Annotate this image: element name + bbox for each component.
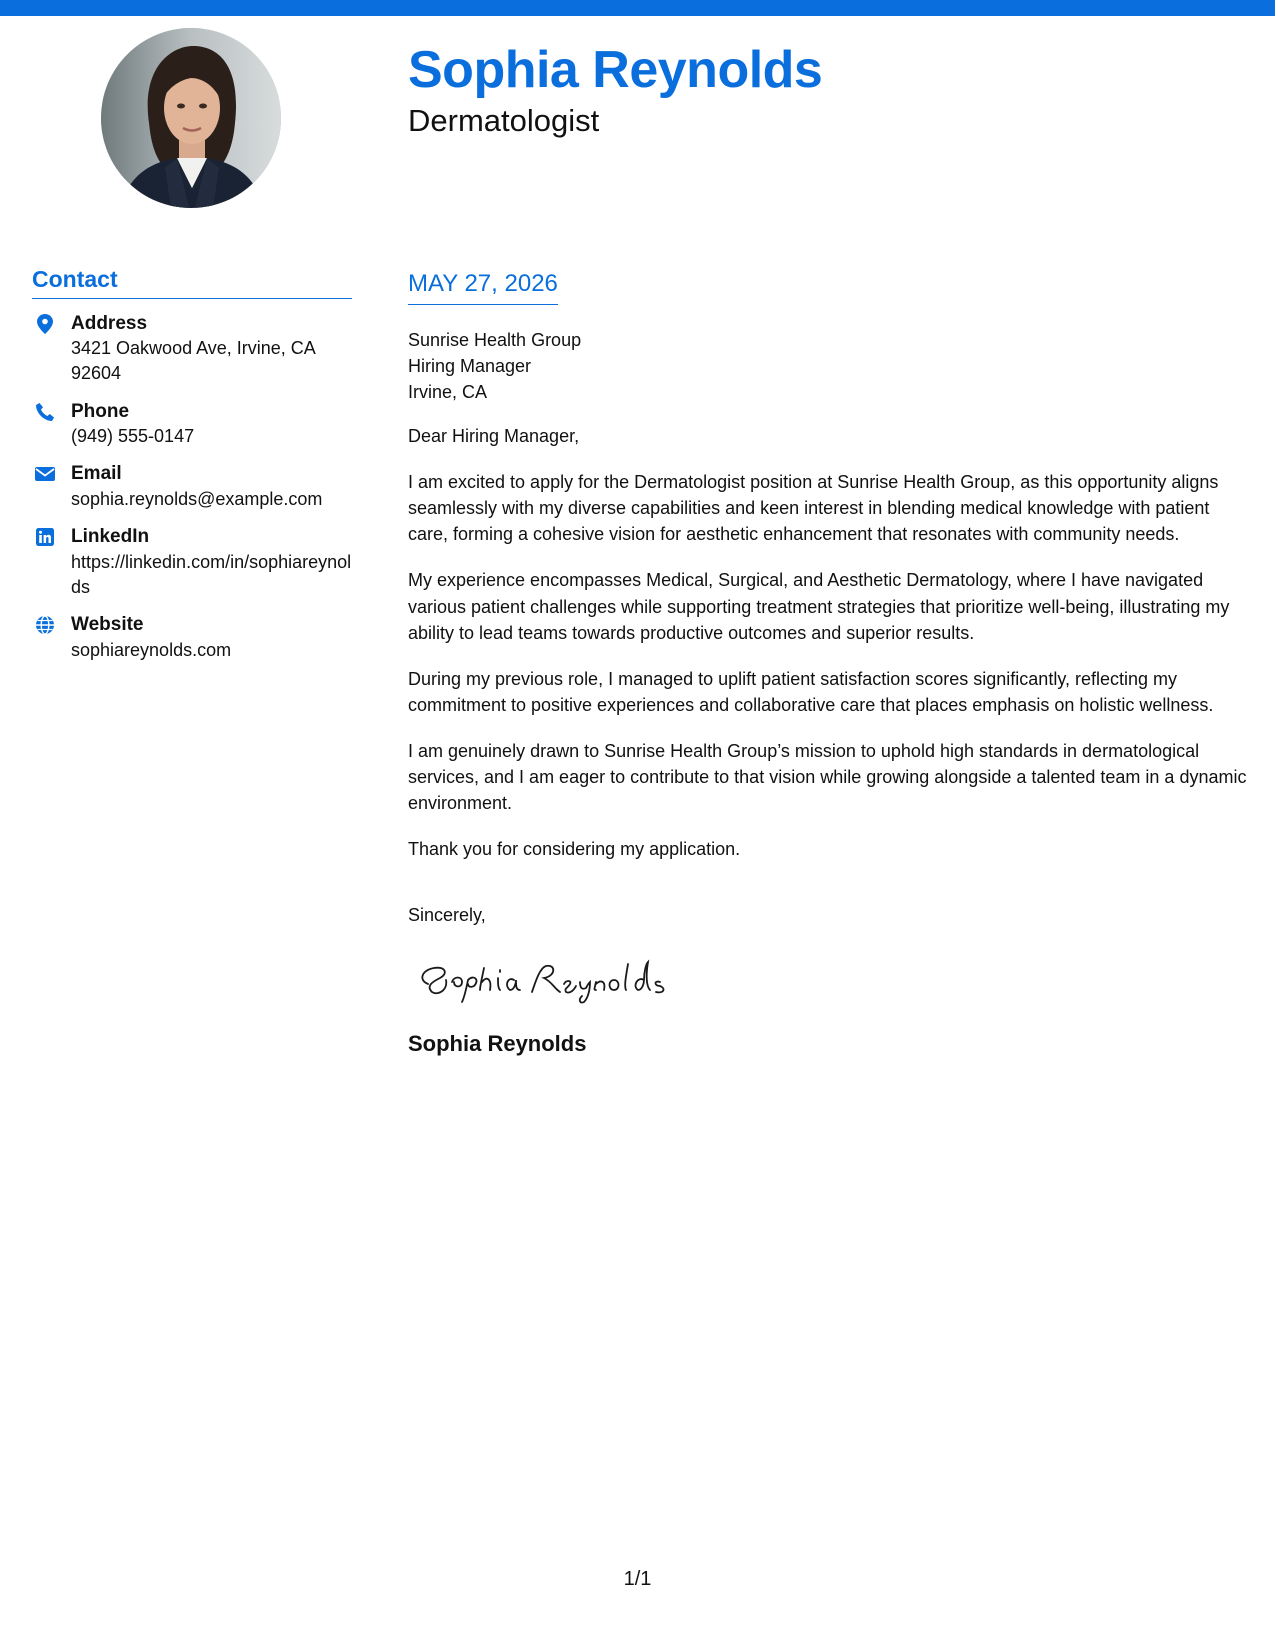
applicant-title: Dermatologist (408, 103, 600, 138)
contact-item-address (32, 311, 352, 387)
letter-paragraph: My experience encompasses Medical, Surgical, and Aesthetic Dermatology, where I have navigated various patient challenges while supporting treatment strategies that prioritize well-being, illustrating my ability to lead teams towards productive outcomes and superior results. (408, 570, 1230, 643)
page-number: 1/1 (623, 1568, 652, 1590)
letter-paragraph: During my previous role, I managed to uplift patient satisfaction scores significantly, reflecting my commitment to positive experiences and collaborative care that places emphasis on holistic wellness. (408, 668, 1214, 715)
contact-item-email (32, 461, 352, 512)
email-icon (34, 463, 56, 485)
contact-item-phone (32, 399, 352, 450)
letter-paragraph: I am excited to apply for the Dermatologist position at Sunrise Health Group, as this opportunity aligns seamlessly with my diverse capabilities and keen interest in blending medical knowledge with patient care, forming a cohesive vision for aesthetic enhancement that resonates with community needs. (408, 472, 1219, 545)
location-pin-icon (34, 313, 56, 335)
contact-label: Phone (71, 400, 130, 422)
letter-paragraph: I am genuinely drawn to Sunrise Health Group’s mission to uphold high standards in dermatological services, and I am eager to contribute to that vision while growing alongside a talented team in a dynamic environment. (408, 740, 1247, 814)
contact-label: Email (71, 463, 122, 485)
globe-icon (34, 614, 56, 636)
linkedin-icon (34, 526, 56, 548)
letter-date: MAY 27, 2026 (408, 270, 558, 305)
applicant-name: Sophia Reynolds (408, 41, 823, 99)
website-link[interactable]: sophiareynolds.com (71, 639, 232, 660)
contact-label: Website (71, 614, 144, 636)
recipient-block (408, 327, 1253, 405)
handwritten-signature (414, 950, 674, 1006)
top-accent-bar (0, 0, 1275, 16)
recipient-company: Sunrise Health Group (408, 329, 582, 350)
profile-photo (101, 28, 281, 208)
contact-value: 3421 Oakwood Ave, Irvine, CA 92604 (71, 338, 315, 384)
signature-name: Sophia Reynolds (408, 1031, 587, 1057)
recipient-role: Hiring Manager (408, 355, 532, 376)
letter-body (408, 270, 1253, 1060)
letter-paragraph: Thank you for considering my application. (408, 839, 741, 860)
contact-value: sophia.reynolds@example.com (71, 489, 323, 510)
contact-value: (949) 555-0147 (71, 426, 195, 447)
linkedin-link[interactable]: https://linkedin.com/in/sophiareynolds (71, 551, 352, 598)
recipient-location: Irvine, CA (408, 381, 488, 402)
contact-item-website (32, 612, 352, 663)
contact-sidebar (32, 266, 352, 675)
closing: Sincerely, (408, 905, 486, 926)
phone-icon (34, 401, 56, 423)
contact-item-linkedin (32, 524, 352, 600)
contact-label: LinkedIn (71, 526, 150, 548)
contact-label: Address (71, 312, 148, 334)
contact-list (32, 311, 352, 664)
contact-heading: Contact (32, 266, 352, 299)
salutation: Dear Hiring Manager, (408, 426, 580, 447)
